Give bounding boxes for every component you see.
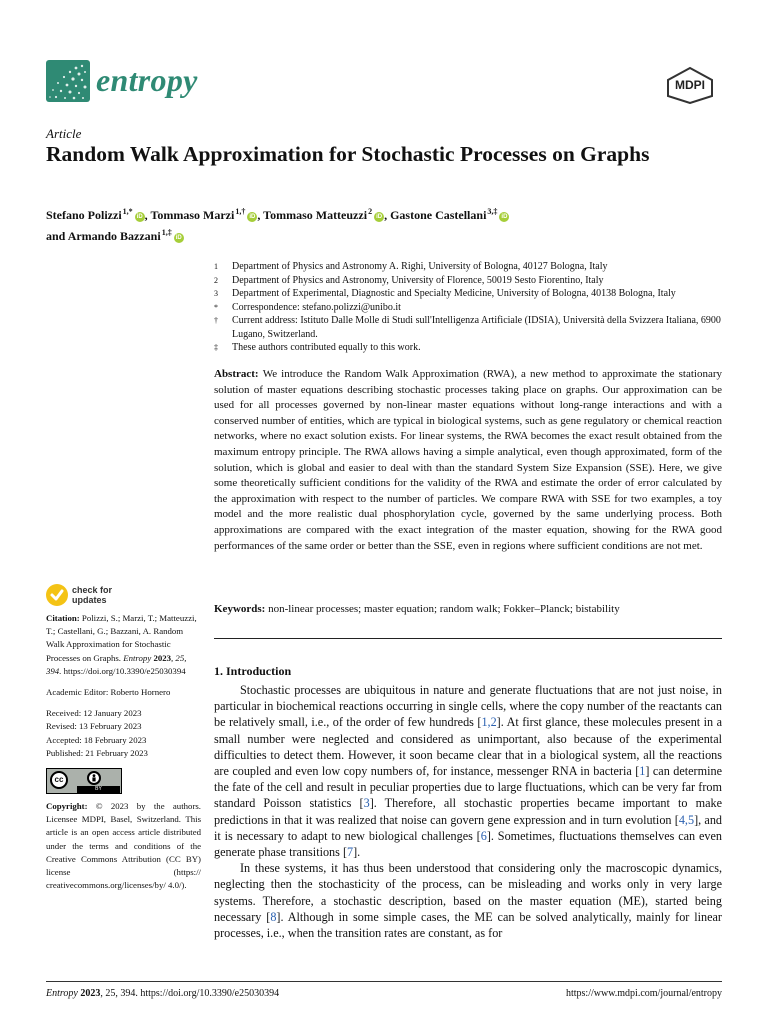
affiliation-item [214, 260, 734, 274]
orcid-icon[interactable]: iD [249, 214, 256, 220]
dates-block [46, 707, 201, 760]
paragraph [214, 682, 722, 860]
section-divider [214, 638, 722, 639]
author-sup: 1,* [122, 207, 133, 216]
citation-volume: , 25, 394. [46, 652, 187, 676]
sidebar [46, 612, 201, 892]
author-sup: 3,‡ [487, 207, 498, 216]
date-accepted: Accepted: 18 February 2023 [46, 734, 147, 745]
text-run: ] can determine the fate of the cell and result in peculiar properties due to large fluctuations, which can be very far from standard Poisson statistics [ [214, 764, 722, 811]
copyright-label: Copyright: [46, 801, 88, 812]
affiliation-item [214, 341, 734, 355]
affiliation-text: Current address: Istituto Dalle Molle di Studi sull'Intelligenza Artificiale (IDSIA), Università della Svizzera Italiana, 6900 Lugano, Switzerland. [232, 315, 721, 340]
footer-divider [46, 981, 722, 982]
person-icon [89, 773, 99, 783]
affiliation-text: Department of Physics and Astronomy A. Righi, University of Bologna, 40127 Bologna, Italy [232, 261, 608, 272]
affiliation-text: These authors contributed equally to this work. [232, 342, 421, 353]
affiliation-item [214, 287, 734, 301]
author-sup: 2 [368, 207, 373, 216]
author-name[interactable]: Armando Bazzani [67, 229, 161, 243]
citation-link[interactable]: 8 [270, 909, 277, 924]
mdpi-logo-text: MDPI [675, 78, 705, 92]
abstract-label: Abstract: [214, 368, 259, 380]
affiliation-mark: * [214, 302, 218, 312]
citation-text: Polizzi, S.; Marzi, T.; Matteuzzi, T.; Castellani, G.; Bazzani, A. Random Walk Approximation for Stochastic Processes on Graphs. [46, 613, 197, 663]
check-updates-line2: updates [72, 595, 107, 605]
keywords-label: Keywords: [214, 603, 266, 615]
academic-editor: Academic Editor: Roberto Hornero [46, 687, 171, 698]
text-run: ], and it is necessary to adapt to new biological challenges [ [214, 812, 723, 843]
citation-doi-link[interactable]: https://doi.org/10.3390/e25030394 [63, 665, 186, 676]
cc-by-license-badge[interactable] [46, 768, 122, 794]
citation-link[interactable]: 4,5 [678, 812, 695, 827]
author-name[interactable]: Tommaso Marzi [150, 208, 235, 222]
author-list: Stefano Polizzi $^{1,*}$iD , Tommaso Marzi $^{1,\dagger}$iD , Tommaso Matteuzzi $^2$iD , Gastone Castellani $^{3,\ddagger}$iD and Armando Bazzani $^{1,\ddagger}$iD [46, 207, 508, 243]
text-run: Stochastic processes are ubiquitous in nature and generate fluctuations that are not just noise, in particular in biochemical reactions occurring in single cells, where the copy number of the reactants can be relatively small, i.e., of the order of few hundreds [ [214, 683, 722, 730]
checkmark-icon [46, 584, 68, 606]
attribution-person-icon [87, 771, 101, 785]
logo-dots-icon [46, 60, 90, 102]
text-run: ]. At first glance, these molecules present in a small number were neglected and considered as unimportant, also because of the experimental difficulties to detect them. However, it soon became clear that in a biological system, all the reactions are coupled and even low copy numbers of, for instance, messenger RNA in bacteria [ [214, 715, 722, 779]
footer-journal-url[interactable]: https://www.mdpi.com/journal/entropy [565, 988, 722, 999]
orcid-icon[interactable]: iD [175, 235, 182, 241]
article-type: Article [46, 126, 82, 141]
mdpi-logo [664, 66, 716, 104]
by-label: BY [77, 786, 120, 793]
check-updates-line1: check for [72, 585, 113, 595]
article-title: Random Walk Approximation for Stochastic Processes on Graphs [46, 142, 650, 166]
affiliation-mark: † [214, 316, 218, 325]
abstract [214, 367, 722, 554]
citation-block [46, 612, 201, 678]
text-run: ]. [353, 845, 361, 860]
date-revised: Revised: 13 February 2023 [46, 721, 142, 732]
text-run: ]. Although in some simple cases, the ME can be solved analytically, mainly for linear processes, i.e., when the transition rates are constant, as for [214, 909, 722, 941]
footer-year: 2023 [80, 988, 101, 999]
keywords-text: non-linear processes; master equation; random walk; Fokker–Planck; bistability [268, 603, 620, 615]
cc-icon: cc [50, 771, 68, 789]
citation-link[interactable]: 7 [347, 845, 354, 860]
copyright-text: © 2023 by the authors. Licensee MDPI, Basel, Switzerland. This article is an open access article distributed under the terms and conditions of the Creative Commons Attribution (CC BY) license (https:// creativecommons.org/licenses/by/ 4.0/). [46, 801, 201, 891]
author-name[interactable]: Stefano Polizzi [46, 208, 122, 222]
paragraph [214, 860, 722, 941]
affiliation-text: Department of Physics and Astronomy, University of Florence, 50019 Sesto Fiorentino, Italy [232, 274, 604, 286]
citation-link[interactable]: 6 [480, 828, 487, 843]
affiliation-item [214, 274, 734, 288]
text-run: ]. Sometimes, fluctuations themselves can even generate phase transitions [ [214, 828, 722, 860]
footer-doi[interactable]: , 25, 394. https://doi.org/10.3390/e25030394 [100, 988, 280, 999]
citation-journal: Entropy [123, 652, 152, 663]
citation-link[interactable]: 1,2 [481, 715, 497, 730]
citation-label: Citation: [46, 613, 80, 623]
affiliation-mark: ‡ [214, 343, 218, 352]
date-received: Received: 12 January 2023 [46, 708, 142, 719]
check-updates-icon [46, 584, 68, 606]
keywords [214, 603, 722, 615]
citation-link[interactable]: 1 [639, 764, 646, 779]
section-heading-introduction: 1. Introduction [214, 664, 292, 678]
date-published: Published: 21 February 2023 [46, 747, 148, 758]
correspondence-email[interactable]: Correspondence: stefano.polizzi@unibo.it [232, 301, 401, 313]
affiliation-mark: 2 [214, 275, 218, 285]
footer-journal: Entropy [46, 988, 78, 999]
citation-link[interactable]: 3 [363, 796, 370, 811]
abstract-text: We introduce the Random Walk Approximation (RWA), a new method to approximate the stationary solution of master equations describing stochastic processes taking place on graphs. Our approximation can be used for all processes governed by non-linear master equations without long-range interactions and with a conserved number of entities, which are typical in biological systems, such as gene regulatory or chemical reaction networks, where no exact solution exists. For linear systems, the RWA becomes the exact result obtained from the maximum entropy principle. The RWA allows having a simple analytical, even though approximated, form of the solution, which is global and easier to deal with than the standard System Size Expansion (SSE). Here, we give some theoretically sufficient conditions for the validity of the RWA and estimate the order of error calculated by the approximation with respect to the number of particles. We compare RWA with SSE for two examples, a toy model and the more realistic dual phosphorylation cycle, governed by the same underlying process. Both approximations are compared with the exact integration of the master equation, showing for the RWA good performances of the same order or better than the SSE, even in regions where sufficient conditions are not met. [214, 368, 723, 552]
journal-name: entropy [96, 62, 198, 98]
affiliation-text: Department of Experimental, Diagnostic and Specialty Medicine, University of Bologna, 40138 Bologna, Italy [232, 288, 676, 299]
author-name[interactable]: Tommaso Matteuzzi [263, 208, 368, 222]
affiliation-mark: 1 [214, 262, 218, 271]
author-sup: 1,‡ [161, 228, 172, 237]
check-for-updates-button[interactable] [46, 584, 156, 608]
orcid-icon[interactable]: iD [136, 214, 143, 220]
citation-year: 2023 [153, 652, 172, 663]
author-name[interactable]: Gastone Castellani [390, 208, 487, 222]
affiliation-item [214, 301, 734, 315]
orcid-icon[interactable]: iD [501, 214, 508, 220]
journal-logo-icon [46, 60, 90, 102]
footer-citation [46, 988, 279, 999]
orcid-icon[interactable]: iD [376, 214, 383, 220]
affiliation-item [214, 314, 734, 341]
author-sup: 1,† [235, 207, 246, 216]
affiliations [214, 260, 734, 355]
text-run: In these systems, it has thus been understood that considering only the macroscopic dynamics, neglecting then the stochasticity of the process, can be misleading and works only in very large systems. Therefore, a stochastic description, based on the master equation (ME), started being necessary [ [214, 861, 722, 924]
copyright-notice [46, 800, 201, 892]
body-text [214, 682, 722, 941]
affiliation-mark: 3 [214, 289, 218, 298]
text-run: ]. Therefore, all stochastic properties became important to make predictions in that it was realized that noise can govern gene expression and in turn evolution [ [214, 796, 722, 827]
